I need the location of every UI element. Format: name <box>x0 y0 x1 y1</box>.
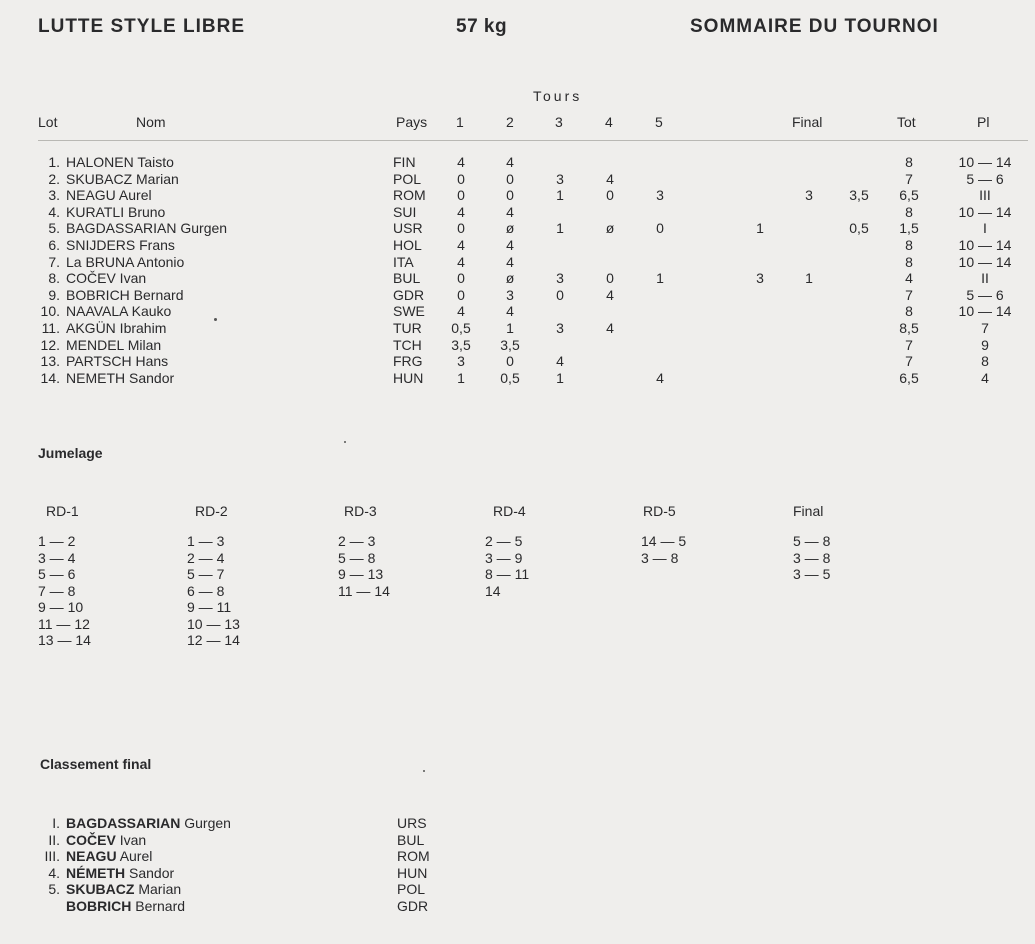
ranking-surname: COČEV <box>66 831 116 848</box>
classement-title: Classement final <box>40 756 152 772</box>
cell-pl: 7 <box>981 320 989 336</box>
cell-lot: 10. <box>40 303 60 320</box>
table-row <box>0 353 1035 369</box>
ranking-wrestler <box>66 832 146 848</box>
pairing: 3 — 9 <box>485 549 523 566</box>
ranking-country: POL <box>397 881 426 898</box>
cell-final-2: 1 <box>805 270 813 287</box>
cell-pays: HUN <box>393 369 424 386</box>
cell-pl: 4 <box>981 369 989 386</box>
cell-nom: NAAVALA Kauko <box>66 303 172 320</box>
ranking-country: URS <box>397 815 427 831</box>
cell-lot: 9. <box>48 286 60 303</box>
cell-tour-2: 0 <box>506 170 514 187</box>
cell-pays: TCH <box>393 336 422 353</box>
cell-pays: SWE <box>393 303 425 320</box>
pairing: 5 — 8 <box>793 533 831 549</box>
table-row <box>0 303 1035 319</box>
table-row <box>0 287 1035 303</box>
cell-tour-2: ø <box>505 270 515 287</box>
table-row <box>0 204 1035 220</box>
cell-final-3: 0,5 <box>849 220 869 237</box>
cell-tour-1: 0 <box>457 270 465 287</box>
cell-pays: HOL <box>393 237 422 253</box>
col-tot: Tot <box>897 114 916 130</box>
discipline-title: LUTTE STYLE LIBRE <box>38 16 245 37</box>
ranking-surname: SKUBACZ <box>66 881 135 898</box>
ranking-place: 5. <box>48 881 60 898</box>
cell-tour-3: 1 <box>556 369 564 386</box>
cell-tour-4: 4 <box>606 286 614 303</box>
col-pl: Pl <box>977 114 990 130</box>
ranking-country: ROM <box>397 848 430 865</box>
cell-tot: 7 <box>905 353 913 370</box>
cell-tour-1: 4 <box>457 303 465 320</box>
pairing: 7 — 8 <box>38 582 76 599</box>
pairing: 3 — 4 <box>38 549 76 566</box>
ranking-row <box>0 881 600 898</box>
header-divider <box>38 140 1028 141</box>
cell-lot: 4. <box>48 203 60 220</box>
cell-tot: 8 <box>905 203 913 220</box>
cell-pl: 10 — 14 <box>958 253 1012 270</box>
cell-tour-1: 0 <box>457 170 465 187</box>
round-heading: RD-1 <box>46 503 79 519</box>
cell-lot: 8. <box>48 270 60 287</box>
pairing: 12 — 14 <box>187 632 240 648</box>
cell-lot: 3. <box>48 187 60 204</box>
cell-pl: III <box>979 187 991 204</box>
cell-tour-4: 4 <box>606 170 614 187</box>
cell-tour-1: 0,5 <box>451 320 471 336</box>
cell-tour-2: 4 <box>506 303 514 320</box>
ranking-country: GDR <box>397 898 429 914</box>
pairing: 2 — 4 <box>187 549 225 566</box>
cell-lot: 11. <box>41 320 60 336</box>
round-heading: RD-2 <box>195 503 228 519</box>
cell-tot: 7 <box>905 336 913 353</box>
pairing: 3 — 8 <box>793 549 831 566</box>
round-heading: RD-5 <box>643 503 676 519</box>
ranking-place: 4. <box>48 864 60 881</box>
cell-nom: NEAGU Aurel <box>66 187 152 204</box>
ranking-given-name: Sandor <box>129 864 175 881</box>
cell-tot: 8,5 <box>899 320 919 336</box>
cell-tour-1: 3,5 <box>451 336 471 353</box>
pairing: 3 — 5 <box>793 566 831 582</box>
pairing: 1 — 2 <box>38 533 76 549</box>
cell-tot: 8 <box>905 253 913 270</box>
print-speck <box>214 318 217 321</box>
ranking-wrestler <box>66 898 185 914</box>
ranking-given-name: Marian <box>138 881 182 898</box>
cell-tot: 1,5 <box>899 220 919 237</box>
col-tour-5: 5 <box>655 114 663 130</box>
cell-tour-1: 1 <box>457 369 465 386</box>
cell-tour-5: 1 <box>656 270 664 287</box>
ranking-wrestler <box>66 865 174 881</box>
cell-pays: TUR <box>393 320 422 336</box>
cell-tour-2: 0 <box>506 353 514 370</box>
round-heading: Final <box>793 503 824 519</box>
cell-nom: PARTSCH Hans <box>66 353 169 370</box>
table-row <box>0 320 1035 336</box>
cell-pl: 9 <box>981 336 989 353</box>
pairing: 1 — 3 <box>187 533 225 549</box>
cell-nom: BAGDASSARIAN Gurgen <box>66 220 228 237</box>
cell-pl: 10 — 14 <box>958 203 1012 220</box>
table-row <box>0 187 1035 203</box>
cell-nom: SNIJDERS Frans <box>66 237 175 253</box>
pairing: 9 — 13 <box>338 566 384 582</box>
ranking-surname: BOBRICH <box>66 898 132 914</box>
cell-lot: 6. <box>48 237 60 253</box>
cell-pays: ROM <box>393 187 426 204</box>
table-row <box>0 254 1035 270</box>
tours-heading: Tours <box>533 88 583 104</box>
cell-tour-3: 3 <box>556 270 564 287</box>
col-lot: Lot <box>38 114 58 130</box>
cell-tour-2: 4 <box>506 154 514 170</box>
pairing: 6 — 8 <box>187 582 225 599</box>
col-tour-4: 4 <box>605 114 613 130</box>
cell-tour-2: 4 <box>506 237 514 253</box>
pairing: 14 <box>485 582 501 599</box>
cell-pl: 10 — 14 <box>958 237 1012 253</box>
cell-pays: ITA <box>393 253 414 270</box>
ranking-country: HUN <box>397 864 428 881</box>
cell-tour-1: 4 <box>457 253 465 270</box>
pairing: 14 — 5 <box>641 533 687 549</box>
cell-tour-3: 4 <box>556 353 564 370</box>
cell-tour-2: 4 <box>506 203 514 220</box>
pairing: 11 — 12 <box>38 615 90 632</box>
pairing: 3 — 8 <box>641 549 679 566</box>
ranking-wrestler <box>66 815 231 831</box>
cell-tour-2: ø <box>505 220 515 237</box>
cell-tour-4: 0 <box>606 187 614 204</box>
cell-tour-1: 4 <box>457 237 465 253</box>
ranking-wrestler <box>66 848 152 864</box>
cell-tour-3: 3 <box>556 320 564 336</box>
cell-tour-4: 0 <box>606 270 614 287</box>
table-row <box>0 237 1035 253</box>
ranking-wrestler <box>66 881 181 897</box>
cell-lot: 14. <box>40 369 60 386</box>
cell-pl: I <box>983 220 987 237</box>
cell-tour-1: 4 <box>457 154 465 170</box>
cell-lot: 13. <box>40 353 60 370</box>
cell-pl: 5 — 6 <box>966 286 1004 303</box>
cell-tour-3: 1 <box>556 220 564 237</box>
cell-tour-3: 3 <box>556 170 564 187</box>
weight-class: 57 kg <box>456 16 508 37</box>
ranking-given-name: Bernard <box>135 898 186 914</box>
ranking-surname: NEAGU <box>66 848 117 865</box>
ranking-place: I. <box>52 815 60 831</box>
cell-tour-5: 0 <box>656 220 664 237</box>
ranking-surname: BAGDASSARIAN <box>66 815 181 831</box>
cell-tour-1: 0 <box>457 220 465 237</box>
pairing: 5 — 6 <box>38 566 76 582</box>
cell-tour-3: 0 <box>556 286 564 303</box>
col-tour-2: 2 <box>506 114 514 130</box>
cell-tour-2: 0,5 <box>500 369 520 386</box>
ranking-given-name: Gurgen <box>184 815 231 831</box>
ranking-surname: NÉMETH <box>66 864 126 881</box>
cell-pays: POL <box>393 170 422 187</box>
col-final: Final <box>792 114 823 130</box>
pairing: 8 — 11 <box>485 566 530 582</box>
cell-tour-3: 1 <box>556 187 564 204</box>
ranking-place: III. <box>44 848 60 865</box>
cell-nom: AKGÜN Ibrahim <box>66 320 167 336</box>
cell-pays: GDR <box>393 286 425 303</box>
round-heading: RD-4 <box>493 503 526 519</box>
cell-tour-4: 4 <box>606 320 614 336</box>
cell-tot: 7 <box>905 170 913 187</box>
cell-nom: La BRUNA Antonio <box>66 253 185 270</box>
ranking-country: BUL <box>397 831 425 848</box>
cell-tour-5: 4 <box>656 369 664 386</box>
cell-tot: 6,5 <box>899 187 919 204</box>
cell-tour-2: 1 <box>506 320 514 336</box>
print-speck <box>344 441 346 443</box>
ranking-place: II. <box>48 831 60 848</box>
jumelage-title: Jumelage <box>38 445 103 461</box>
col-tour-3: 3 <box>555 114 563 130</box>
cell-tour-2: 3,5 <box>500 336 520 353</box>
ranking-given-name: Ivan <box>119 831 147 848</box>
cell-pays: SUI <box>393 203 417 220</box>
cell-nom: COČEV Ivan <box>66 270 147 287</box>
cell-nom: SKUBACZ Marian <box>66 170 179 187</box>
cell-nom: BOBRICH Bernard <box>66 286 184 303</box>
col-nom: Nom <box>136 114 166 130</box>
ranking-row <box>0 898 600 915</box>
cell-final-3: 3,5 <box>849 187 869 204</box>
cell-tour-1: 4 <box>457 203 465 220</box>
cell-tour-1: 0 <box>457 286 465 303</box>
cell-lot: 5. <box>48 220 60 237</box>
col-tour-1: 1 <box>456 114 464 130</box>
cell-tour-2: 4 <box>506 253 514 270</box>
ranking-given-name: Aurel <box>119 848 153 865</box>
cell-nom: KURATLI Bruno <box>66 203 166 220</box>
cell-tour-1: 3 <box>457 353 465 370</box>
pairing: 11 — 14 <box>338 582 390 599</box>
cell-tot: 8 <box>905 237 913 253</box>
cell-pl: 10 — 14 <box>958 303 1012 320</box>
pairing: 9 — 11 <box>187 599 232 615</box>
pairing: 2 — 5 <box>485 533 523 549</box>
cell-tour-2: 0 <box>506 187 514 204</box>
pairing: 10 — 13 <box>187 615 240 632</box>
table-row <box>0 270 1035 286</box>
cell-final-1: 1 <box>756 220 764 237</box>
cell-pl: 8 <box>981 353 989 370</box>
table-row <box>0 337 1035 353</box>
cell-nom: NEMETH Sandor <box>66 369 175 386</box>
cell-final-1: 3 <box>756 270 764 287</box>
ranking-row <box>0 815 600 832</box>
cell-lot: 1. <box>48 154 60 170</box>
ranking-row <box>0 865 600 882</box>
cell-pl: 10 — 14 <box>958 154 1012 170</box>
ranking-row <box>0 832 600 849</box>
pairing: 2 — 3 <box>338 533 376 549</box>
summary-title: SOMMAIRE DU TOURNOI <box>690 16 939 37</box>
cell-lot: 2. <box>48 170 60 187</box>
pairing: 9 — 10 <box>38 599 84 615</box>
cell-pl: II <box>981 270 989 287</box>
table-row <box>0 220 1035 236</box>
cell-pays: BUL <box>393 270 421 287</box>
pairing: 5 — 7 <box>187 566 225 582</box>
cell-tot: 8 <box>905 154 913 170</box>
cell-lot: 7. <box>48 253 60 270</box>
round-heading: RD-3 <box>344 503 377 519</box>
cell-tour-1: 0 <box>457 187 465 204</box>
ranking-row <box>0 848 600 865</box>
cell-tot: 6,5 <box>899 369 919 386</box>
cell-tot: 7 <box>905 286 913 303</box>
cell-pays: FRG <box>393 353 423 370</box>
cell-tot: 4 <box>905 270 913 287</box>
cell-pays: FIN <box>393 154 416 170</box>
table-row <box>0 171 1035 187</box>
cell-pays: USR <box>393 220 423 237</box>
pairing: 13 — 14 <box>38 632 91 648</box>
cell-pl: 5 — 6 <box>966 170 1004 187</box>
cell-nom: HALONEN Taisto <box>66 154 174 170</box>
cell-nom: MENDEL Milan <box>66 336 162 353</box>
cell-tot: 8 <box>905 303 913 320</box>
cell-tour-5: 3 <box>656 187 664 204</box>
cell-final-2: 3 <box>805 187 813 204</box>
table-row <box>0 370 1035 386</box>
cell-lot: 12. <box>40 336 60 353</box>
cell-tour-2: 3 <box>506 286 514 303</box>
col-pays: Pays <box>396 114 428 130</box>
table-row <box>0 154 1035 170</box>
cell-tour-4: ø <box>605 220 615 237</box>
print-speck <box>423 770 425 772</box>
pairing: 5 — 8 <box>338 549 376 566</box>
